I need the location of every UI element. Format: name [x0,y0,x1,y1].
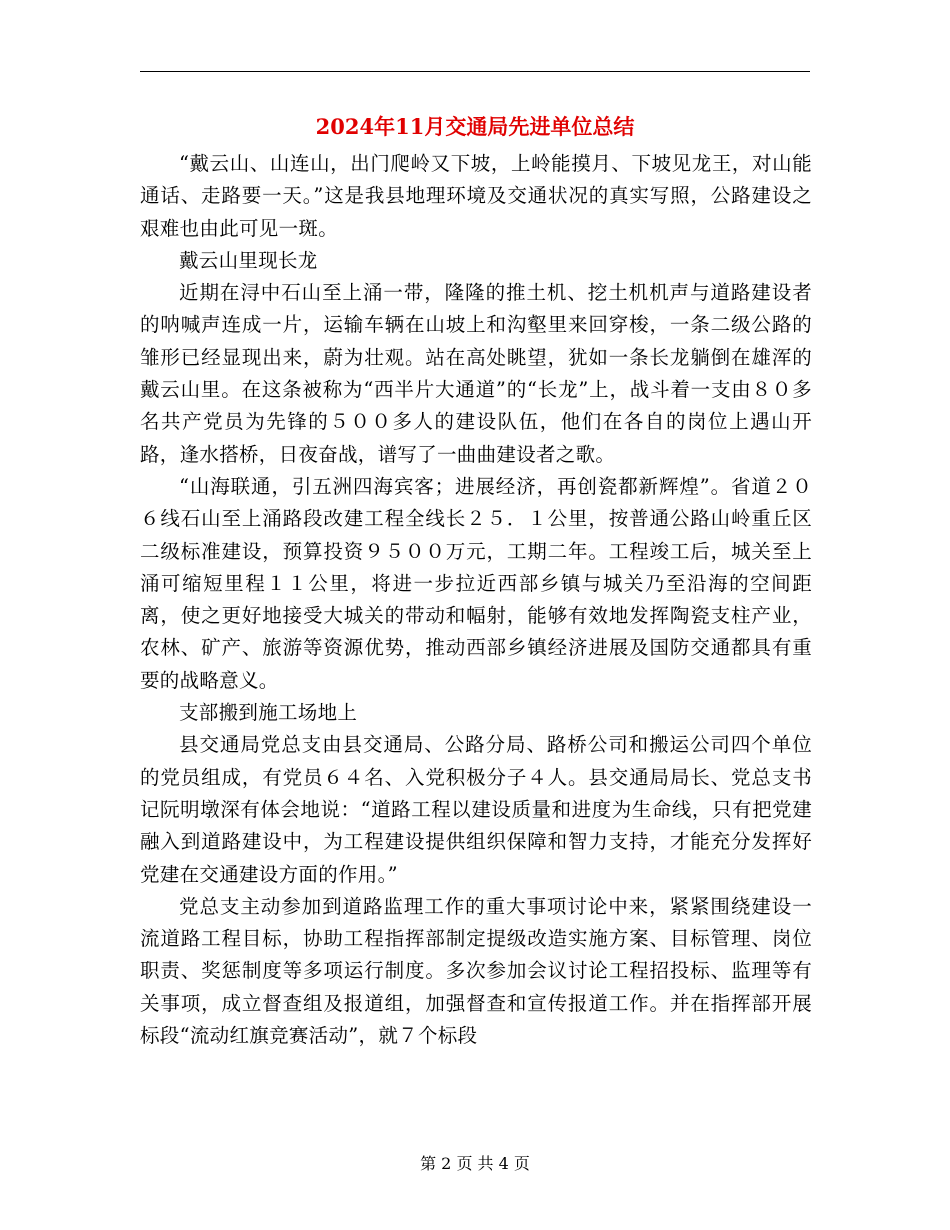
document-body [140,148,812,1052]
paragraph-party-branch: 县交通局党总支由县交通局、公路分局、路桥公司和搬运公司四个单位的党员组成，有党员６４名、入党积极分子４人。县交通局局长、党总支书记阮明墩深有体会地说：“道路工程以建设质量和进度为生命线，只有把党建融入到道路建设中，为工程建设提供组织保障和智力支持，才能充分发挥好党建在交通建设方面的作用。” [140,733,812,886]
paragraph-supervision: 党总支主动参加到道路监理工作的重大事项讨论中来，紧紧围绕建设一流道路工程目标，协助工程指挥部制定提级改造实施方案、目标管理、岗位职责、奖惩制度等多项运行制度。多次参加会议讨论工程招投标、监理等有关事项，成立督查组及报道组，加强督查和宣传报道工作。并在指挥部开展标段“流动红旗竞赛活动”，就７个标段 [140,894,812,1048]
paragraph-intro: “戴云山、山连山，出门爬岭又下坡，上岭能摸月、下坡见龙王，对山能通话、走路要一天。”这是我县地理环境及交通状况的真实写照，公路建设之艰难也由此可见一斑。 [140,152,812,240]
section-heading-branch-on-site: 支部搬到施工场地上 [179,701,358,725]
paragraph-construction: 近期在浔中石山至上涌一带，隆隆的推土机、挖土机机声与道路建设者的呐喊声连成一片，运输车辆在山坡上和沟壑里来回穿梭，一条二级公路的雏形已经显现出来，蔚为壮观。站在高处眺望，犹如一条长龙躺倒在雄浑的戴云山里。在这条被称为“西半片大通道”的“长龙”上，战斗着一支由８０多名共产党员为先锋的５００多人的建设队伍，他们在各自的岗位上遇山开路，逢水搭桥，日夜奋战，谱写了一曲曲建设者之歌。 [140,281,812,466]
page-number: 第 2 页 共 4 页 [420,1154,530,1173]
document-title: 2024年11月交通局先进单位总结 [315,114,635,139]
section-heading-long-dragon: 戴云山里现长龙 [179,248,318,272]
paragraph-project-overview: “山海联通，引五洲四海宾客；进展经济，再创瓷都新辉煌”。省道２０６线石山至上涌路段改建工程全线长２５．１公里，按普通公路山岭重丘区二级标准建设，预算投资９５００万元，工期二年。工程竣工后，城关至上涌可缩短里程１１公里，将进一步拉近西部乡镇与城关乃至沿海的空间距离，使之更好地接受大城关的带动和幅射，能够有效地发挥陶瓷支柱产业，农林、矿产、旅游等资源优势，推动西部乡镇经济进展及国防交通都具有重要的战略意义。 [140,474,812,692]
header-rule [140,71,810,72]
